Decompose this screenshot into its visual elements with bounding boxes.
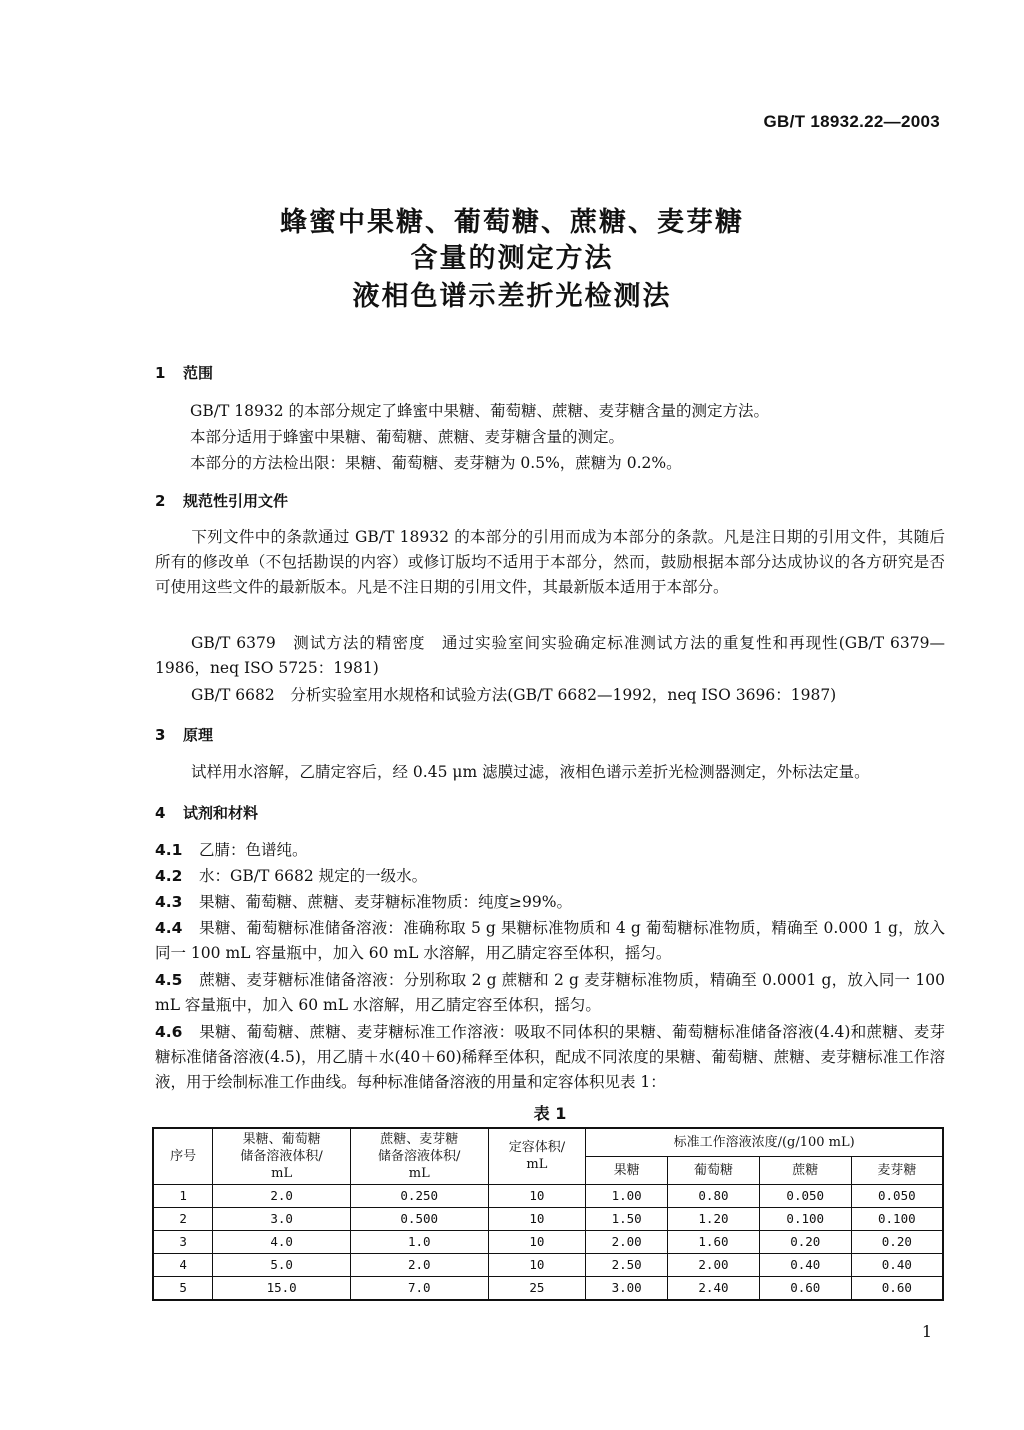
header-sucrose: 蔗糖	[759, 1156, 851, 1184]
section-number: 3	[155, 726, 166, 744]
header-final-volume: 定容体积/ mL	[488, 1128, 586, 1184]
header-glucose: 葡萄糖	[668, 1156, 760, 1184]
title-line-2: 含量的测定方法	[410, 243, 614, 274]
reference-gbt6682: GB/T 6682 分析实验室用水规格和试验方法(GB/T 6682—1992，neq ISO 3696：1987)	[191, 686, 837, 704]
clause-4-1: 4.1 乙腈：色谱纯。	[155, 841, 308, 859]
section-title: 范围	[183, 364, 214, 382]
section-2-heading	[155, 490, 288, 511]
section-title: 原理	[183, 726, 214, 744]
section-1-heading	[155, 362, 213, 383]
table-row: 1 2.0 0.250 10 1.00 0.80 0.050 0.050	[153, 1184, 943, 1207]
table-row: 5 15.0 7.0 25 3.00 2.40 0.60 0.60	[153, 1276, 943, 1300]
header-seq: 序号	[153, 1128, 213, 1184]
paragraph: 本部分适用于蜂蜜中果糖、葡萄糖、蔗糖、麦芽糖含量的测定。	[190, 428, 625, 446]
section-title: 试剂和材料	[183, 804, 259, 822]
section-4-heading	[155, 802, 258, 823]
reference-gbt6379: GB/T 6379 测试方法的精密度 通过实验室间实验确定标准测试方法的重复性和再现性(GB/T 6379—1986，neq ISO 5725：1981)	[155, 634, 945, 677]
header-sm-volume: 蔗糖、麦芽糖 储备溶液体积/ mL	[350, 1128, 488, 1184]
paragraph: GB/T 18932 的本部分规定了蜂蜜中果糖、葡萄糖、蔗糖、麦芽糖含量的测定方法。	[190, 402, 769, 420]
clause-4-3: 4.3 果糖、葡萄糖、蔗糖、麦芽糖标准物质：纯度≥99%。	[155, 893, 572, 911]
paragraph: 试样用水溶解，乙腈定容后，经 0.45 μm 滤膜过滤，液相色谱示差折光检测器测定，外标法定量。	[191, 763, 870, 781]
clause-4-6: 4.6 果糖、葡萄糖、蔗糖、麦芽糖标准工作溶液：吸取不同体积的果糖、葡萄糖标准储备溶液(4.4)和蔗糖、麦芽糖标准储备溶液(4.5)，用乙腈＋水(40＋60)稀释至体积，配成不同浓度的果糖、葡萄糖、蔗糖、麦芽糖标准工作溶液，用于绘制标准工作曲线。每种标准储备溶液的用量和定容体积见表 1：	[155, 1023, 945, 1091]
header-concentration-group: 标准工作溶液浓度/(g/100 mL)	[586, 1128, 943, 1156]
header-fructose: 果糖	[586, 1156, 668, 1184]
standard-code: GB/T 18932.22—2003	[763, 112, 940, 131]
paragraph: 本部分的方法检出限：果糖、葡萄糖、麦芽糖为 0.5%，蔗糖为 0.2%。	[190, 454, 682, 472]
header-maltose: 麦芽糖	[851, 1156, 943, 1184]
section-number: 4	[155, 804, 166, 822]
clause-4-5: 4.5 蔗糖、麦芽糖标准储备溶液：分别称取 2 g 蔗糖和 2 g 麦芽糖标准物质，精确至 0.0001 g，放入同一 100 mL 容量瓶中，加入 60 mL 水溶解，用乙腈定容至体积，摇匀。	[155, 971, 945, 1014]
table-row: 3 4.0 1.0 10 2.00 1.60 0.20 0.20	[153, 1230, 943, 1253]
page-number: 1	[921, 1322, 932, 1341]
title-line-3: 液相色谱示差折光检测法	[352, 281, 672, 312]
section-number: 1	[155, 364, 166, 382]
header-fg-volume: 果糖、葡萄糖 储备溶液体积/ mL	[213, 1128, 351, 1184]
table-1	[152, 1127, 944, 1301]
paragraph: 下列文件中的条款通过 GB/T 18932 的本部分的引用而成为本部分的条款。凡是注日期的引用文件，其随后所有的修改单（不包括勘误的内容）或修订版均不适用于本部分，然而，鼓励根据本部分达成协议的各方研究是否可使用这些文件的最新版本。凡是不注日期的引用文件，其最新版本适用于本部分。	[155, 528, 945, 596]
title-line-1: 蜂蜜中果糖、葡萄糖、蔗糖、麦芽糖	[280, 207, 744, 238]
section-number: 2	[155, 492, 166, 510]
clause-4-2: 4.2 水：GB/T 6682 规定的一级水。	[155, 867, 428, 885]
section-title: 规范性引用文件	[183, 492, 289, 510]
table-row: 4 5.0 2.0 10 2.50 2.00 0.40 0.40	[153, 1253, 943, 1276]
table-row: 2 3.0 0.500 10 1.50 1.20 0.100 0.100	[153, 1207, 943, 1230]
clause-4-4: 4.4 果糖、葡萄糖标准储备溶液：准确称取 5 g 果糖标准物质和 4 g 葡萄糖标准物质，精确至 0.000 1 g，放入同一 100 mL 容量瓶中，加入 60 mL 水溶解，用乙腈定容至体积，摇匀。	[155, 919, 945, 962]
table-caption: 表 1	[533, 1104, 567, 1123]
section-3-heading	[155, 724, 213, 745]
